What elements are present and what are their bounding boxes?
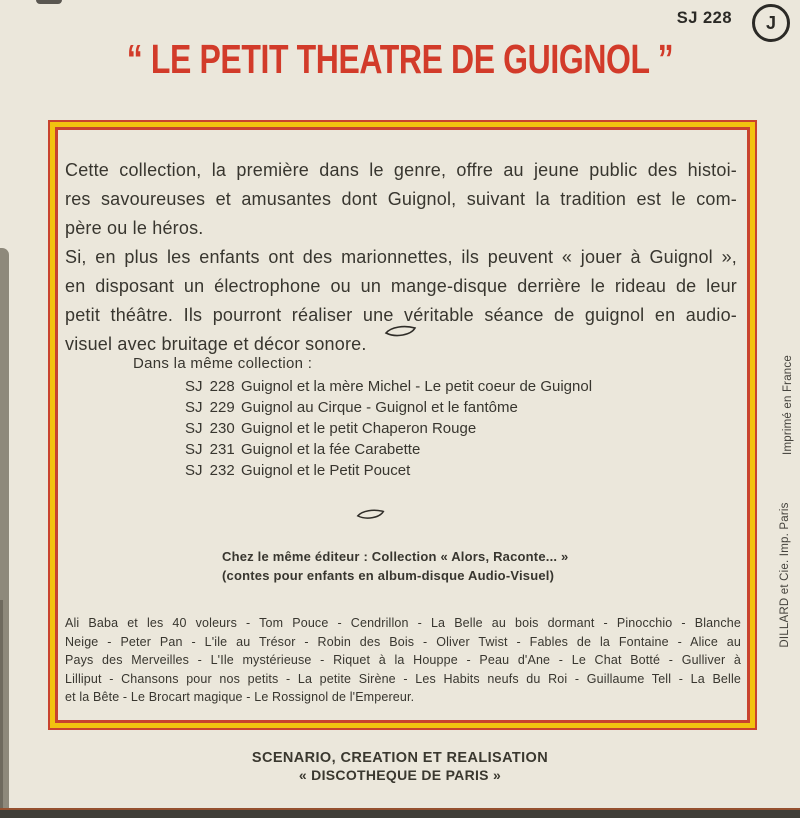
intro-line: res savoureuses et amusantes dont Guignol, suivant la tradition est le com- bbox=[65, 189, 737, 209]
publisher-note-line: (contes pour enfants en album-disque Audio-Visuel) bbox=[222, 568, 555, 583]
intro-line: père ou le héros. bbox=[65, 218, 204, 238]
circle-letter: J bbox=[765, 12, 776, 33]
catalog-number: SJ 228 bbox=[676, 9, 732, 27]
circle-letter-badge bbox=[752, 4, 790, 42]
tales-line: et la Bête - Le Brocart magique - Le Rossignol de l'Empereur. bbox=[65, 690, 415, 704]
credits bbox=[0, 750, 800, 783]
item-title: Guignol au Cirque - Guignol et le fantôme bbox=[241, 399, 518, 416]
list-item bbox=[185, 418, 592, 439]
scan-edge-bottom bbox=[0, 808, 800, 818]
item-title: Guignol et la fée Carabette bbox=[241, 441, 421, 458]
list-item bbox=[185, 439, 592, 460]
item-catalog-ref: SJ 231 bbox=[185, 441, 235, 458]
collection-list bbox=[133, 354, 592, 481]
collection-heading: Dans la même collection : bbox=[133, 355, 313, 372]
item-title: Guignol et la mère Michel - Le petit coeur de Guignol bbox=[241, 378, 593, 395]
lens-ornament-icon bbox=[356, 507, 386, 528]
item-catalog-ref: SJ 230 bbox=[185, 420, 235, 437]
printed-in-france-label: Imprimé en France bbox=[782, 355, 794, 455]
intro-line: en disposant un électrophone ou un mange-disque derrière le rideau de leur bbox=[65, 276, 737, 296]
tales-line: Ali Baba et les 40 voleurs - Tom Pouce - Cendrillon - La Belle au bois dormant - Pinocchio - Blanche bbox=[65, 616, 741, 630]
credits-line: « DISCOTHEQUE DE PARIS » bbox=[298, 767, 502, 783]
publisher-note bbox=[222, 547, 568, 585]
item-title: Guignol et le petit Chaperon Rouge bbox=[241, 420, 477, 437]
item-title: Guignol et le Petit Poucet bbox=[241, 462, 411, 479]
printer-credit: DILLARD et Cie. Imp. Paris bbox=[779, 502, 791, 648]
publisher-note-line: Chez le même éditeur : Collection « Alors, Raconte... » bbox=[222, 549, 569, 564]
scan-edge-left-shadow bbox=[0, 600, 3, 818]
page-title: “ LE PETIT THEATRE DE GUIGNOL ” bbox=[126, 36, 674, 82]
item-catalog-ref: SJ 229 bbox=[185, 399, 235, 416]
item-catalog-ref: SJ 228 bbox=[185, 378, 235, 395]
intro-line: Si, en plus les enfants ont des marionnettes, ils peuvent « jouer à Guignol », bbox=[65, 247, 737, 267]
tales-paragraph bbox=[65, 614, 741, 707]
tales-line: Neige - Peter Pan - L'ile au Trésor - Robin des Bois - Oliver Twist - Fables de la Fontaine - Alice au bbox=[65, 634, 741, 649]
tales-line: Pays des Merveilles - L'Ile mystérieuse - Riquet à la Houppe - Peau d'Ane - Le Chat Botté - Gulliver à bbox=[65, 653, 741, 667]
list-item bbox=[185, 376, 592, 397]
lens-ornament-icon bbox=[384, 324, 418, 345]
tales-line: Lilliput - Chansons pour nos petits - La petite Sirène - Les Habits neufs du Roi - Guillaume Tell - La Belle bbox=[65, 671, 741, 686]
list-item bbox=[185, 397, 592, 418]
scan-edge-notch bbox=[36, 0, 62, 4]
bordered-panel bbox=[55, 127, 750, 723]
intro-line: visuel avec bruitage et décor sonore. bbox=[65, 334, 367, 354]
intro-line: Cette collection, la première dans le genre, offre au jeune public des histoi- bbox=[65, 160, 737, 180]
credits-line: SCENARIO, CREATION ET REALISATION bbox=[251, 750, 549, 766]
list-item bbox=[185, 460, 592, 481]
intro-line: petit théâtre. Ils pourront réaliser une véritable séance de guignol en audio- bbox=[65, 305, 737, 325]
item-catalog-ref: SJ 232 bbox=[185, 462, 235, 479]
